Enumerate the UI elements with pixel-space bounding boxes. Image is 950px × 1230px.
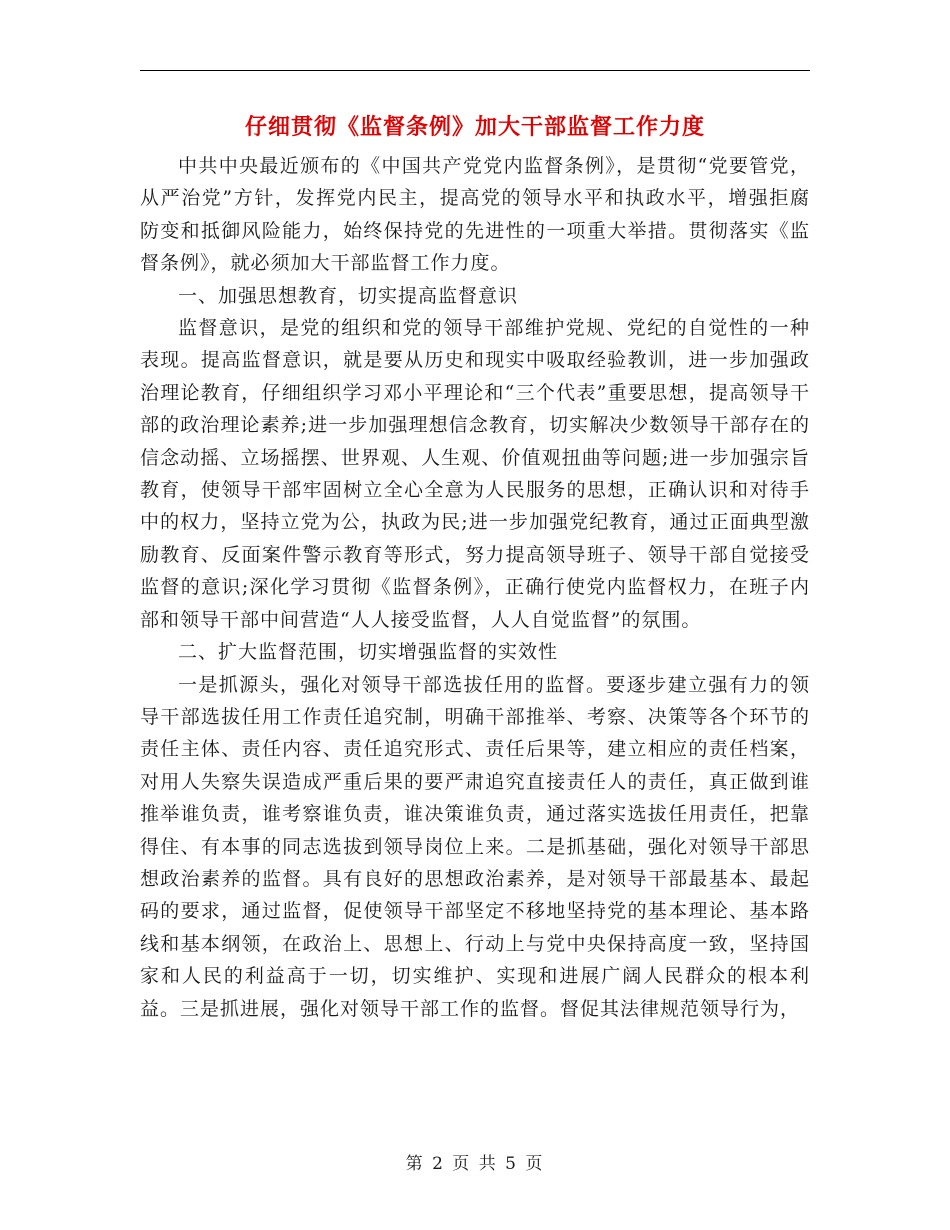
header-rule	[140, 70, 810, 71]
document-title: 仔细贯彻《监督条例》加大干部监督工作力度	[244, 115, 705, 140]
section-heading-2: 二、扩大监督范围，切实增强监督的实效性	[178, 641, 559, 664]
document-body	[140, 150, 810, 1025]
section-heading-1: 一、加强思想教育，切实提高监督意识	[178, 284, 519, 307]
paragraph-section-1: 监督意识，是党的组织和党的领导干部维护党规、党纪的自觉性的一种表现。提高监督意识，就是要从历史和现实中吸取经验教训，进一步加强政治理论教育，仔细组织学习邓小平理论和“三个代表”重要思想，提高领导干部的政治理论素养;进一步加强理想信念教育，切实解决少数领导干部存在的信念动摇、立场摇摆、世界观、人生观、价值观扭曲等问题;进一步加强宗旨教育，使领导干部牢固树立全心全意为人民服务的思想，正确认识和对待手中的权力，坚持立党为公，执政为民;进一步加强党纪教育，通过正面典型激励教育、反面案件警示教育等形式，努力提高领导班子、领导干部自觉接受监督的意识;深化学习贯彻《监督条例》，正确行使党内监督权力，在班子内部和领导干部中间营造“人人接受监督，人人自觉监督”的氛围。	[140, 317, 810, 631]
paragraph-section-2: 一是抓源头，强化对领导干部选拔任用的监督。要逐步建立强有力的领导干部选拔任用工作责任追究制，明确干部推举、考察、决策等各个环节的责任主体、责任内容、责任追究形式、责任后果等，建立相应的责任档案，对用人失察失误造成严重后果的要严肃追究直接责任人的责任，真正做到谁推举谁负责，谁考察谁负责，谁决策谁负责，通过落实选拔任用责任，把靠得住、有本事的同志选拔到领导岗位上来。二是抓基础，强化对领导干部思想政治素养的监督。具有良好的思想政治素养，是对领导干部最基本、最起码的要求，通过监督，促使领导干部坚定不移地坚持党的基本理论、基本路线和基本纲领，在政治上、思想上、行动上与党中央保持高度一致，坚持国家和人民的利益高于一切，切实维护、实现和进展广阔人民群众的根本利益。三是抓进展，强化对领导干部工作的监督。督促其法律规范领导行为，	[140, 673, 810, 1020]
paragraph-intro: 中共中央最近颁布的《中国共产党党内监督条例》，是贯彻“党要管党，从严治党”方针，发挥党内民主，提高党的领导水平和执政水平，增强拒腐防变和抵御风险能力，始终保持党的先进性的一项重大举措。贯彻落实《监督条例》，就必须加大干部监督工作力度。	[140, 155, 810, 275]
page-footer: 第 2 页 共 5 页	[405, 1154, 545, 1174]
